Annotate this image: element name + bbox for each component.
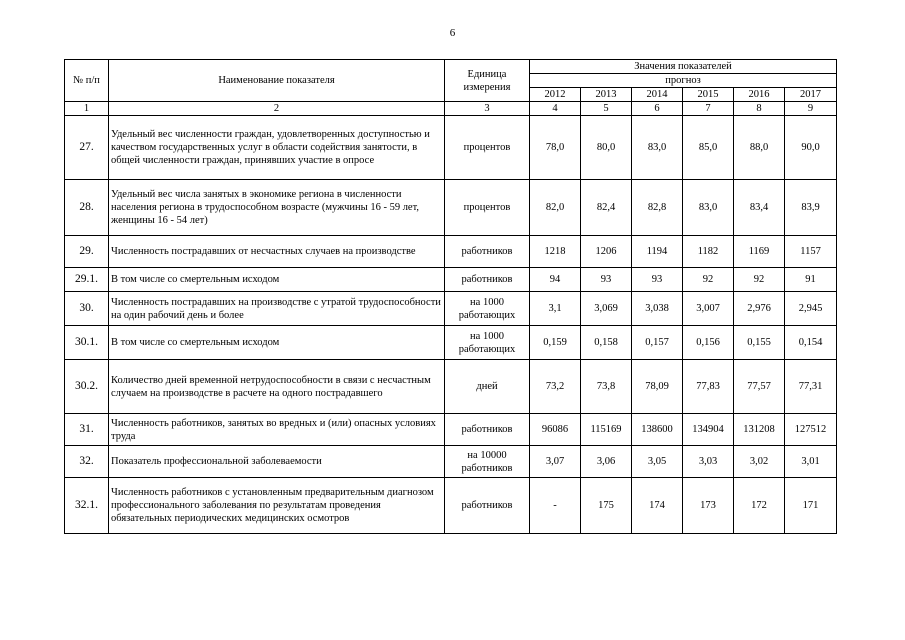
column-number: 8 <box>734 102 785 116</box>
value-cell: 2,945 <box>785 292 837 326</box>
value-cell: - <box>530 478 581 534</box>
table-row <box>65 116 837 180</box>
indicators-table <box>64 59 837 534</box>
value-cell: 0,159 <box>530 326 581 360</box>
unit-of-measure: процентов <box>445 180 530 236</box>
unit-of-measure: работников <box>445 268 530 292</box>
value-cell: 0,158 <box>581 326 632 360</box>
unit-of-measure: процентов <box>445 116 530 180</box>
indicator-name: Количество дней временной нетрудоспособности в связи с несчастным случаем на производстве в расчете на одного пострадавшего <box>109 360 445 414</box>
value-cell: 1182 <box>683 236 734 268</box>
value-cell: 3,07 <box>530 446 581 478</box>
column-number: 4 <box>530 102 581 116</box>
value-cell: 93 <box>581 268 632 292</box>
value-cell: 85,0 <box>683 116 734 180</box>
value-cell: 172 <box>734 478 785 534</box>
row-number: 30. <box>65 292 109 326</box>
indicator-name: Численность пострадавших от несчастных случаев на производстве <box>109 236 445 268</box>
value-cell: 83,9 <box>785 180 837 236</box>
indicator-name: Численность пострадавших на производстве с утратой трудоспособности на один рабочий день и более <box>109 292 445 326</box>
table-row <box>65 478 837 534</box>
value-cell: 173 <box>683 478 734 534</box>
value-cell: 3,1 <box>530 292 581 326</box>
value-cell: 127512 <box>785 414 837 446</box>
indicator-name: Численность работников с установленным предварительным диагнозом профессионального заболевания по результатам проведения обязательных периодических медицинских осмотров <box>109 478 445 534</box>
value-cell: 93 <box>632 268 683 292</box>
value-cell: 3,007 <box>683 292 734 326</box>
header-year: 2016 <box>734 88 785 102</box>
row-number: 29. <box>65 236 109 268</box>
value-cell: 3,01 <box>785 446 837 478</box>
value-cell: 175 <box>581 478 632 534</box>
unit-of-measure: работников <box>445 414 530 446</box>
value-cell: 3,06 <box>581 446 632 478</box>
value-cell: 82,8 <box>632 180 683 236</box>
value-cell: 77,83 <box>683 360 734 414</box>
value-cell: 3,038 <box>632 292 683 326</box>
value-cell: 73,2 <box>530 360 581 414</box>
value-cell: 92 <box>683 268 734 292</box>
table-row <box>65 360 837 414</box>
value-cell: 91 <box>785 268 837 292</box>
value-cell: 3,02 <box>734 446 785 478</box>
column-number: 2 <box>109 102 445 116</box>
header-values: Значения показателей <box>530 60 837 74</box>
value-cell: 80,0 <box>581 116 632 180</box>
unit-of-measure: на 1000 работающих <box>445 292 530 326</box>
indicator-name: Численность работников, занятых во вредных и (или) опасных условиях труда <box>109 414 445 446</box>
header-year: 2015 <box>683 88 734 102</box>
row-number: 30.1. <box>65 326 109 360</box>
value-cell: 96086 <box>530 414 581 446</box>
row-number: 32.1. <box>65 478 109 534</box>
value-cell: 83,4 <box>734 180 785 236</box>
value-cell: 174 <box>632 478 683 534</box>
unit-of-measure: на 1000 работающих <box>445 326 530 360</box>
value-cell: 1157 <box>785 236 837 268</box>
value-cell: 77,31 <box>785 360 837 414</box>
column-number: 5 <box>581 102 632 116</box>
value-cell: 0,154 <box>785 326 837 360</box>
row-number: 31. <box>65 414 109 446</box>
row-number: 29.1. <box>65 268 109 292</box>
value-cell: 78,09 <box>632 360 683 414</box>
value-cell: 77,57 <box>734 360 785 414</box>
value-cell: 78,0 <box>530 116 581 180</box>
value-cell: 0,157 <box>632 326 683 360</box>
value-cell: 115169 <box>581 414 632 446</box>
table-row <box>65 180 837 236</box>
value-cell: 83,0 <box>632 116 683 180</box>
row-number: 30.2. <box>65 360 109 414</box>
value-cell: 1206 <box>581 236 632 268</box>
unit-of-measure: на 10000 работников <box>445 446 530 478</box>
value-cell: 92 <box>734 268 785 292</box>
page-number: 6 <box>449 27 456 39</box>
value-cell: 73,8 <box>581 360 632 414</box>
value-cell: 0,155 <box>734 326 785 360</box>
header-year: 2012 <box>530 88 581 102</box>
table-row <box>65 236 837 268</box>
column-number: 6 <box>632 102 683 116</box>
value-cell: 2,976 <box>734 292 785 326</box>
unit-of-measure: дней <box>445 360 530 414</box>
unit-of-measure: работников <box>445 478 530 534</box>
value-cell: 131208 <box>734 414 785 446</box>
indicator-name: В том числе со смертельным исходом <box>109 326 445 360</box>
indicator-name: Удельный вес численности граждан, удовлетворенных доступностью и качеством государственных услуг в области содействия занятости, в общей численности граждан, принявших участие в опросе <box>109 116 445 180</box>
value-cell: 3,069 <box>581 292 632 326</box>
value-cell: 1169 <box>734 236 785 268</box>
value-cell: 138600 <box>632 414 683 446</box>
table-row <box>65 268 837 292</box>
value-cell: 82,4 <box>581 180 632 236</box>
value-cell: 90,0 <box>785 116 837 180</box>
table-row <box>65 414 837 446</box>
value-cell: 1218 <box>530 236 581 268</box>
value-cell: 3,05 <box>632 446 683 478</box>
value-cell: 83,0 <box>683 180 734 236</box>
value-cell: 3,03 <box>683 446 734 478</box>
table-row <box>65 326 837 360</box>
value-cell: 82,0 <box>530 180 581 236</box>
value-cell: 88,0 <box>734 116 785 180</box>
column-numbers-row <box>65 102 837 116</box>
row-number: 28. <box>65 180 109 236</box>
header-year: 2013 <box>581 88 632 102</box>
table-body <box>65 116 837 534</box>
value-cell: 0,156 <box>683 326 734 360</box>
value-cell: 171 <box>785 478 837 534</box>
value-cell: 1194 <box>632 236 683 268</box>
value-cell: 134904 <box>683 414 734 446</box>
column-number: 7 <box>683 102 734 116</box>
table-row <box>65 446 837 478</box>
row-number: 32. <box>65 446 109 478</box>
table-row <box>65 292 837 326</box>
row-number: 27. <box>65 116 109 180</box>
unit-of-measure: работников <box>445 236 530 268</box>
header-name: Наименование показателя <box>109 60 445 102</box>
indicator-name: В том числе со смертельным исходом <box>109 268 445 292</box>
indicator-name: Показатель профессиональной заболеваемости <box>109 446 445 478</box>
header-no: № п/п <box>65 60 109 102</box>
value-cell: 94 <box>530 268 581 292</box>
header-year: 2017 <box>785 88 837 102</box>
indicator-name: Удельный вес числа занятых в экономике региона в численности населения региона в трудоспособном возрасте (мужчины 16 - 59 лет, женщины 16 - 54 лет) <box>109 180 445 236</box>
column-number: 3 <box>445 102 530 116</box>
header-unit: Единица измерения <box>445 60 530 102</box>
column-number: 1 <box>65 102 109 116</box>
header-year: 2014 <box>632 88 683 102</box>
column-number: 9 <box>785 102 837 116</box>
header-forecast: прогноз <box>530 74 837 88</box>
